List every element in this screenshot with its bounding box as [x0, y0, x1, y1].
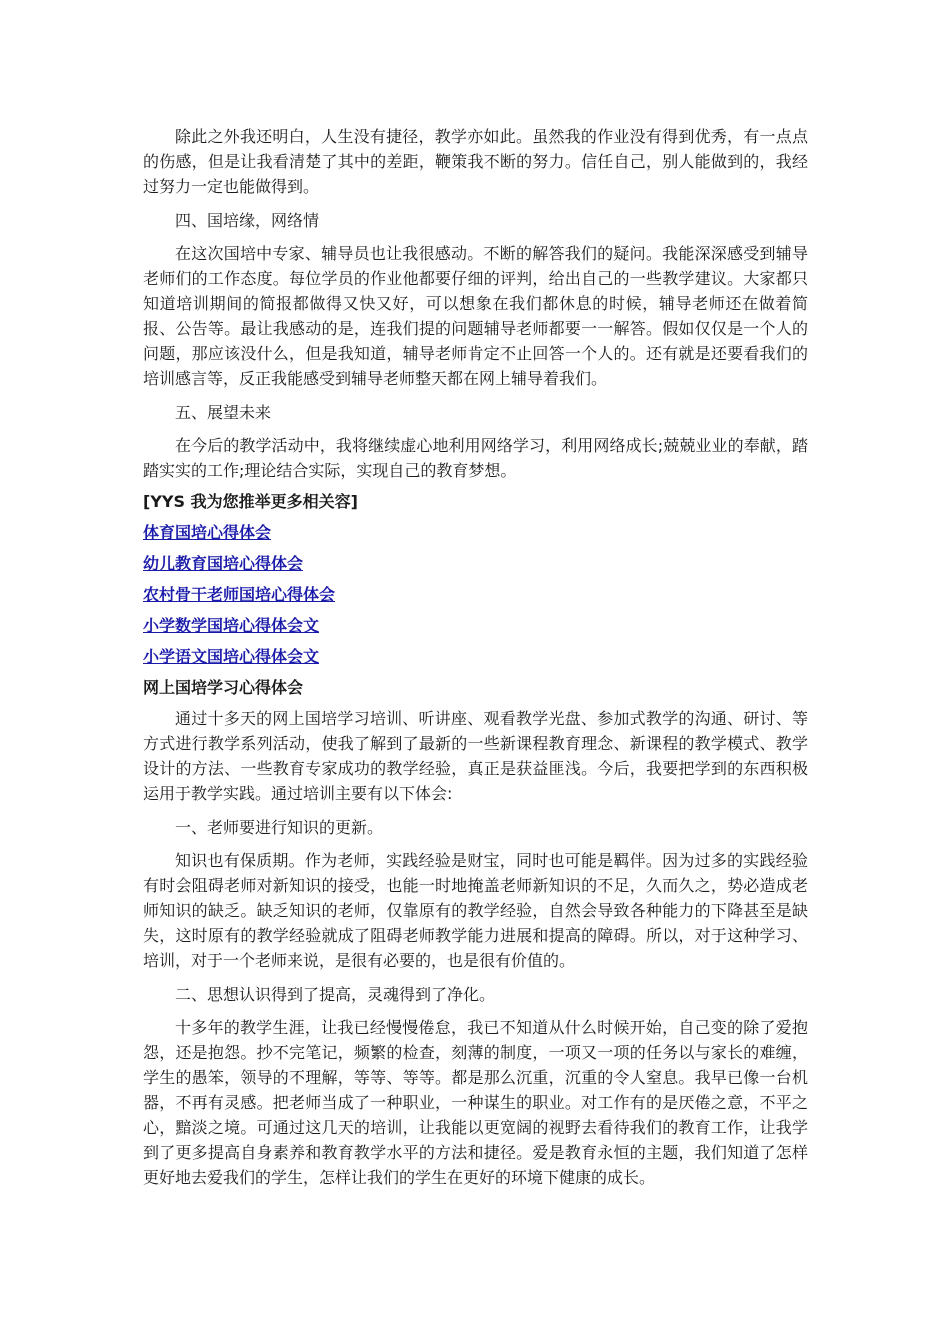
recommend-header: [YYS 我为您推举更多相关容]: [143, 492, 358, 511]
paragraph-shortcut: 除此之外我还明白，人生没有捷径，教学亦如此。虽然我的作业没有得到优秀，有一点点的伤感，但是让我看清楚了其中的差距，鞭策我不断的努力。信任自己，别人能做到的，我经过努力一定也能做得到。: [143, 127, 808, 196]
heading-section-5: 五、展望未来: [175, 403, 272, 422]
heading-point-1: 一、老师要进行知识的更新。: [175, 818, 384, 837]
list-item: [143, 523, 808, 543]
recommend-link-math[interactable]: 小学数学国培心得体会文: [143, 616, 320, 635]
list-item: [143, 647, 808, 667]
heading-point-2: 二、思想认识得到了提高，灵魂得到了净化。: [175, 985, 496, 1004]
list-item: [143, 616, 808, 636]
recommend-link-list: [143, 523, 808, 667]
document-page: [143, 124, 808, 1199]
list-item: [143, 554, 808, 574]
recommend-link-preschool[interactable]: 幼儿教育国培心得体会: [143, 554, 304, 573]
recommend-link-chinese[interactable]: 小学语文国培心得体会文: [143, 647, 320, 666]
paragraph-reflection: 十多年的教学生涯，让我已经慢慢倦怠，我已不知道从什么时候开始，自己变的除了爱抱怨，还是抱怨。抄不完笔记，频繁的检查，刻薄的制度，一项又一项的任务以与家长的难缠，学生的愚笨，领导的不理解，等等、等等。都是那么沉重，沉重的令人窒息。我早已像一台机器，不再有灵感。把老师当成了一种职业，一种谋生的职业。对工作有的是厌倦之意，不平之心，黯淡之境。可通过这几天的培训，让我能以更宽阔的视野去看待我们的教育工作，让我学到了更多提高自身素养和教育教学水平的方法和捷径。爱是教育永恒的主题，我们知道了怎样更好地去爱我们的学生，怎样让我们的学生在更好的环境下健康的成长。: [143, 1018, 808, 1187]
heading-section-4: 四、国培缘，网络情: [175, 211, 320, 230]
article-title: 网上国培学习心得体会: [143, 678, 304, 697]
paragraph-intro: 通过十多天的网上国培学习培训、听讲座、观看教学光盘、参加式教学的沟通、研讨、等方式进行教学系列活动，使我了解到了最新的一些新课程教育理念、新课程的教学模式、教学设计的方法、一些教育专家成功的教学经验，真正是获益匪浅。今后，我要把学到的东西积极运用于教学实践。通过培训主要有以下体会:: [143, 709, 808, 803]
list-item: [143, 585, 808, 605]
recommend-link-pe[interactable]: 体育国培心得体会: [143, 523, 272, 542]
paragraph-knowledge: 知识也有保质期。作为老师，实践经验是财宝，同时也可能是羁伴。因为过多的实践经验有时会阻碍老师对新知识的接受，也能一时地掩盖老师新知识的不足，久而久之，势必造成老师知识的缺乏。缺乏知识的老师，仅靠原有的教学经验，自然会导致各种能力的下降甚至是缺失，这时原有的教学经验就成了阻碍老师教学能力进展和提高的障碍。所以，对于这种学习、培训，对于一个老师来说，是很有必要的，也是很有价值的。: [143, 851, 808, 970]
paragraph-tutors: 在这次国培中专家、辅导员也让我很感动。不断的解答我们的疑问。我能深深感受到辅导老师们的工作态度。每位学员的作业他都要仔细的评判，给出自己的一些教学建议。大家都只知道培训期间的简报都做得又快又好，可以想象在我们都休息的时候，辅导老师还在做着简报、公告等。最让我感动的是，连我们提的问题辅导老师都要一一解答。假如仅仅是一个人的问题，那应该没什么，但是我知道，辅导老师肯定不止回答一个人的。还有就是还要看我们的培训感言等，反正我能感受到辅导老师整天都在网上辅导着我们。: [143, 244, 808, 388]
recommend-link-rural[interactable]: 农村骨干老师国培心得体会: [143, 585, 336, 604]
paragraph-outlook: 在今后的教学活动中，我将继续虚心地利用网络学习，利用网络成长;兢兢业业的奉献，踏踏实实的工作;理论结合实际，实现自己的教育梦想。: [143, 436, 808, 480]
